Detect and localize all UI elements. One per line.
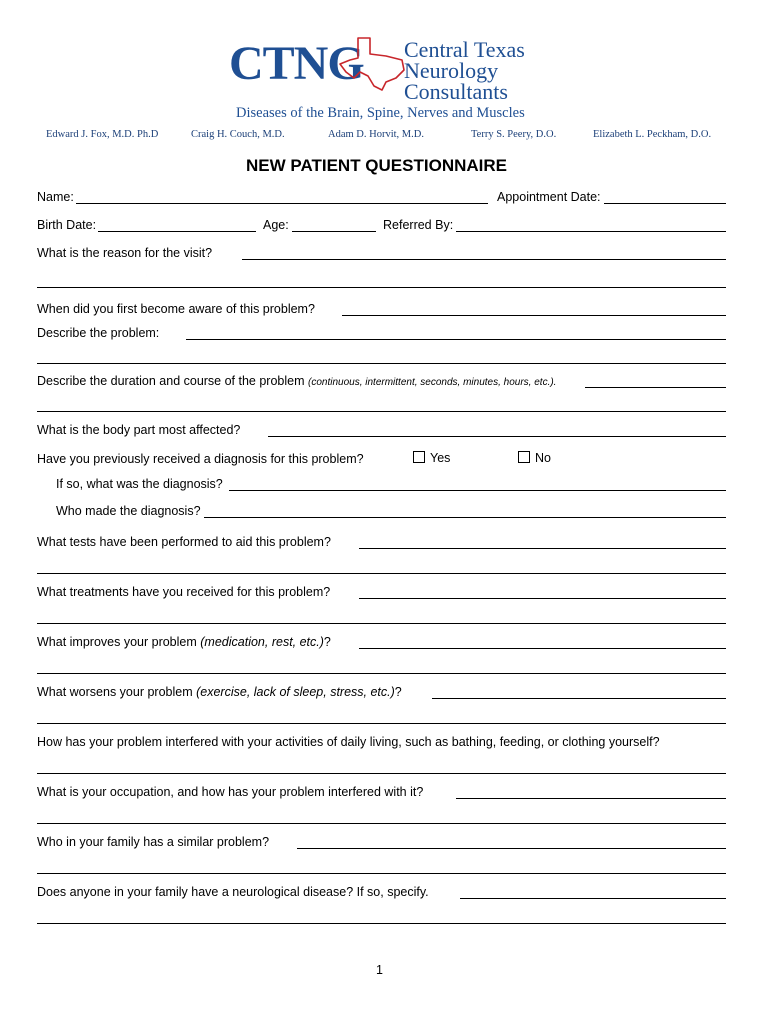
tests-field-line[interactable] <box>37 573 726 574</box>
improves-label <box>37 635 331 649</box>
birth-date-field[interactable] <box>98 231 256 232</box>
who-diagnosis-label: Who made the diagnosis? <box>56 504 201 518</box>
improves-hint: (medication, rest, etc.) <box>200 635 324 649</box>
worsens-field-line[interactable] <box>37 723 726 724</box>
which-diagnosis-field[interactable] <box>229 490 726 491</box>
treatments-label: What treatments have you received for this problem? <box>37 585 331 599</box>
no-option[interactable] <box>518 451 551 465</box>
name-field[interactable] <box>76 203 488 204</box>
yes-label: Yes <box>430 451 451 465</box>
which-diagnosis-label: If so, what was the diagnosis? <box>56 477 223 491</box>
diagnosis-label: Have you previously received a diagnosis for this problem? <box>37 452 364 466</box>
yes-option[interactable] <box>413 451 450 465</box>
doctor-name: Edward J. Fox, M.D. Ph.D <box>46 129 159 140</box>
age-label: Age: <box>263 218 289 232</box>
duration-field-line[interactable] <box>37 411 726 412</box>
treatments-field[interactable] <box>359 598 726 599</box>
appointment-field[interactable] <box>604 203 726 204</box>
yes-checkbox[interactable] <box>413 451 425 463</box>
body-part-label: What is the body part most affected? <box>37 423 241 437</box>
logo-name-line: Neurology <box>404 58 499 83</box>
page-title: NEW PATIENT QUESTIONNAIRE <box>246 156 507 175</box>
aware-label: When did you first become aware of this problem? <box>37 302 315 316</box>
reason-field[interactable] <box>242 259 726 260</box>
doctor-name: Craig H. Couch, M.D. <box>191 129 285 140</box>
aware-field[interactable] <box>342 315 726 316</box>
doctor-name: Terry S. Peery, D.O. <box>471 129 557 140</box>
occupation-label: What is your occupation, and how has your problem interfered with it? <box>37 785 424 799</box>
daily-living-label: How has your problem interfered with your activities of daily living, such as bathing, feeding, or clothing yourself? <box>37 735 660 749</box>
duration-field[interactable] <box>585 387 726 388</box>
family-similar-field-line[interactable] <box>37 873 726 874</box>
family-similar-field[interactable] <box>297 848 726 849</box>
worsens-field[interactable] <box>432 698 726 699</box>
no-checkbox[interactable] <box>518 451 530 463</box>
no-label: No <box>535 451 551 465</box>
appointment-label: Appointment Date: <box>497 190 601 204</box>
duration-label <box>37 374 556 390</box>
worsens-end: ? <box>394 685 402 699</box>
logo-name-line: Central Texas <box>404 37 525 62</box>
daily-living-field[interactable] <box>37 773 726 774</box>
logo-name <box>404 39 525 102</box>
family-neuro-label: Does anyone in your family have a neurological disease? If so, specify. <box>37 885 429 899</box>
tests-field[interactable] <box>359 548 726 549</box>
body-part-field[interactable] <box>268 436 726 437</box>
doctor-name: Adam D. Horvit, M.D. <box>328 129 424 140</box>
logo-name-line: Consultants <box>404 79 508 104</box>
worsens-hint: (exercise, lack of sleep, stress, etc.) <box>196 685 395 699</box>
worsens-label-text: What worsens your problem <box>37 685 193 699</box>
reason-field-line[interactable] <box>37 287 726 288</box>
describe-field-line[interactable] <box>37 363 726 364</box>
family-neuro-field[interactable] <box>460 898 726 899</box>
improves-field[interactable] <box>359 648 726 649</box>
doctor-name: Elizabeth L. Peckham, D.O. <box>593 129 712 140</box>
occupation-field[interactable] <box>456 798 726 799</box>
referred-field[interactable] <box>456 231 726 232</box>
worsens-label <box>37 685 402 699</box>
family-neuro-field-line[interactable] <box>37 923 726 924</box>
reason-label: What is the reason for the visit? <box>37 246 213 260</box>
describe-field[interactable] <box>186 339 726 340</box>
treatments-field-line[interactable] <box>37 623 726 624</box>
texas-map-icon <box>336 36 408 92</box>
duration-label-text: Describe the duration and course of the problem <box>37 374 305 388</box>
improves-end: ? <box>323 635 331 649</box>
tests-label: What tests have been performed to aid this problem? <box>37 535 331 549</box>
name-label: Name: <box>37 190 74 204</box>
family-similar-label: Who in your family has a similar problem? <box>37 835 270 849</box>
birth-date-label: Birth Date: <box>37 218 97 232</box>
tagline: Diseases of the Brain, Spine, Nerves and Muscles <box>236 105 525 121</box>
improves-label-text: What improves your problem <box>37 635 197 649</box>
occupation-field-line[interactable] <box>37 823 726 824</box>
age-field[interactable] <box>292 231 376 232</box>
referred-label: Referred By: <box>383 218 454 232</box>
describe-label: Describe the problem: <box>37 326 160 340</box>
page-number: 1 <box>376 963 383 977</box>
improves-field-line[interactable] <box>37 673 726 674</box>
duration-hint: (continuous, intermittent, seconds, minutes, hours, etc.). <box>308 377 557 388</box>
who-diagnosis-field[interactable] <box>204 517 726 518</box>
logo-abbrev: CTNG <box>229 37 364 90</box>
